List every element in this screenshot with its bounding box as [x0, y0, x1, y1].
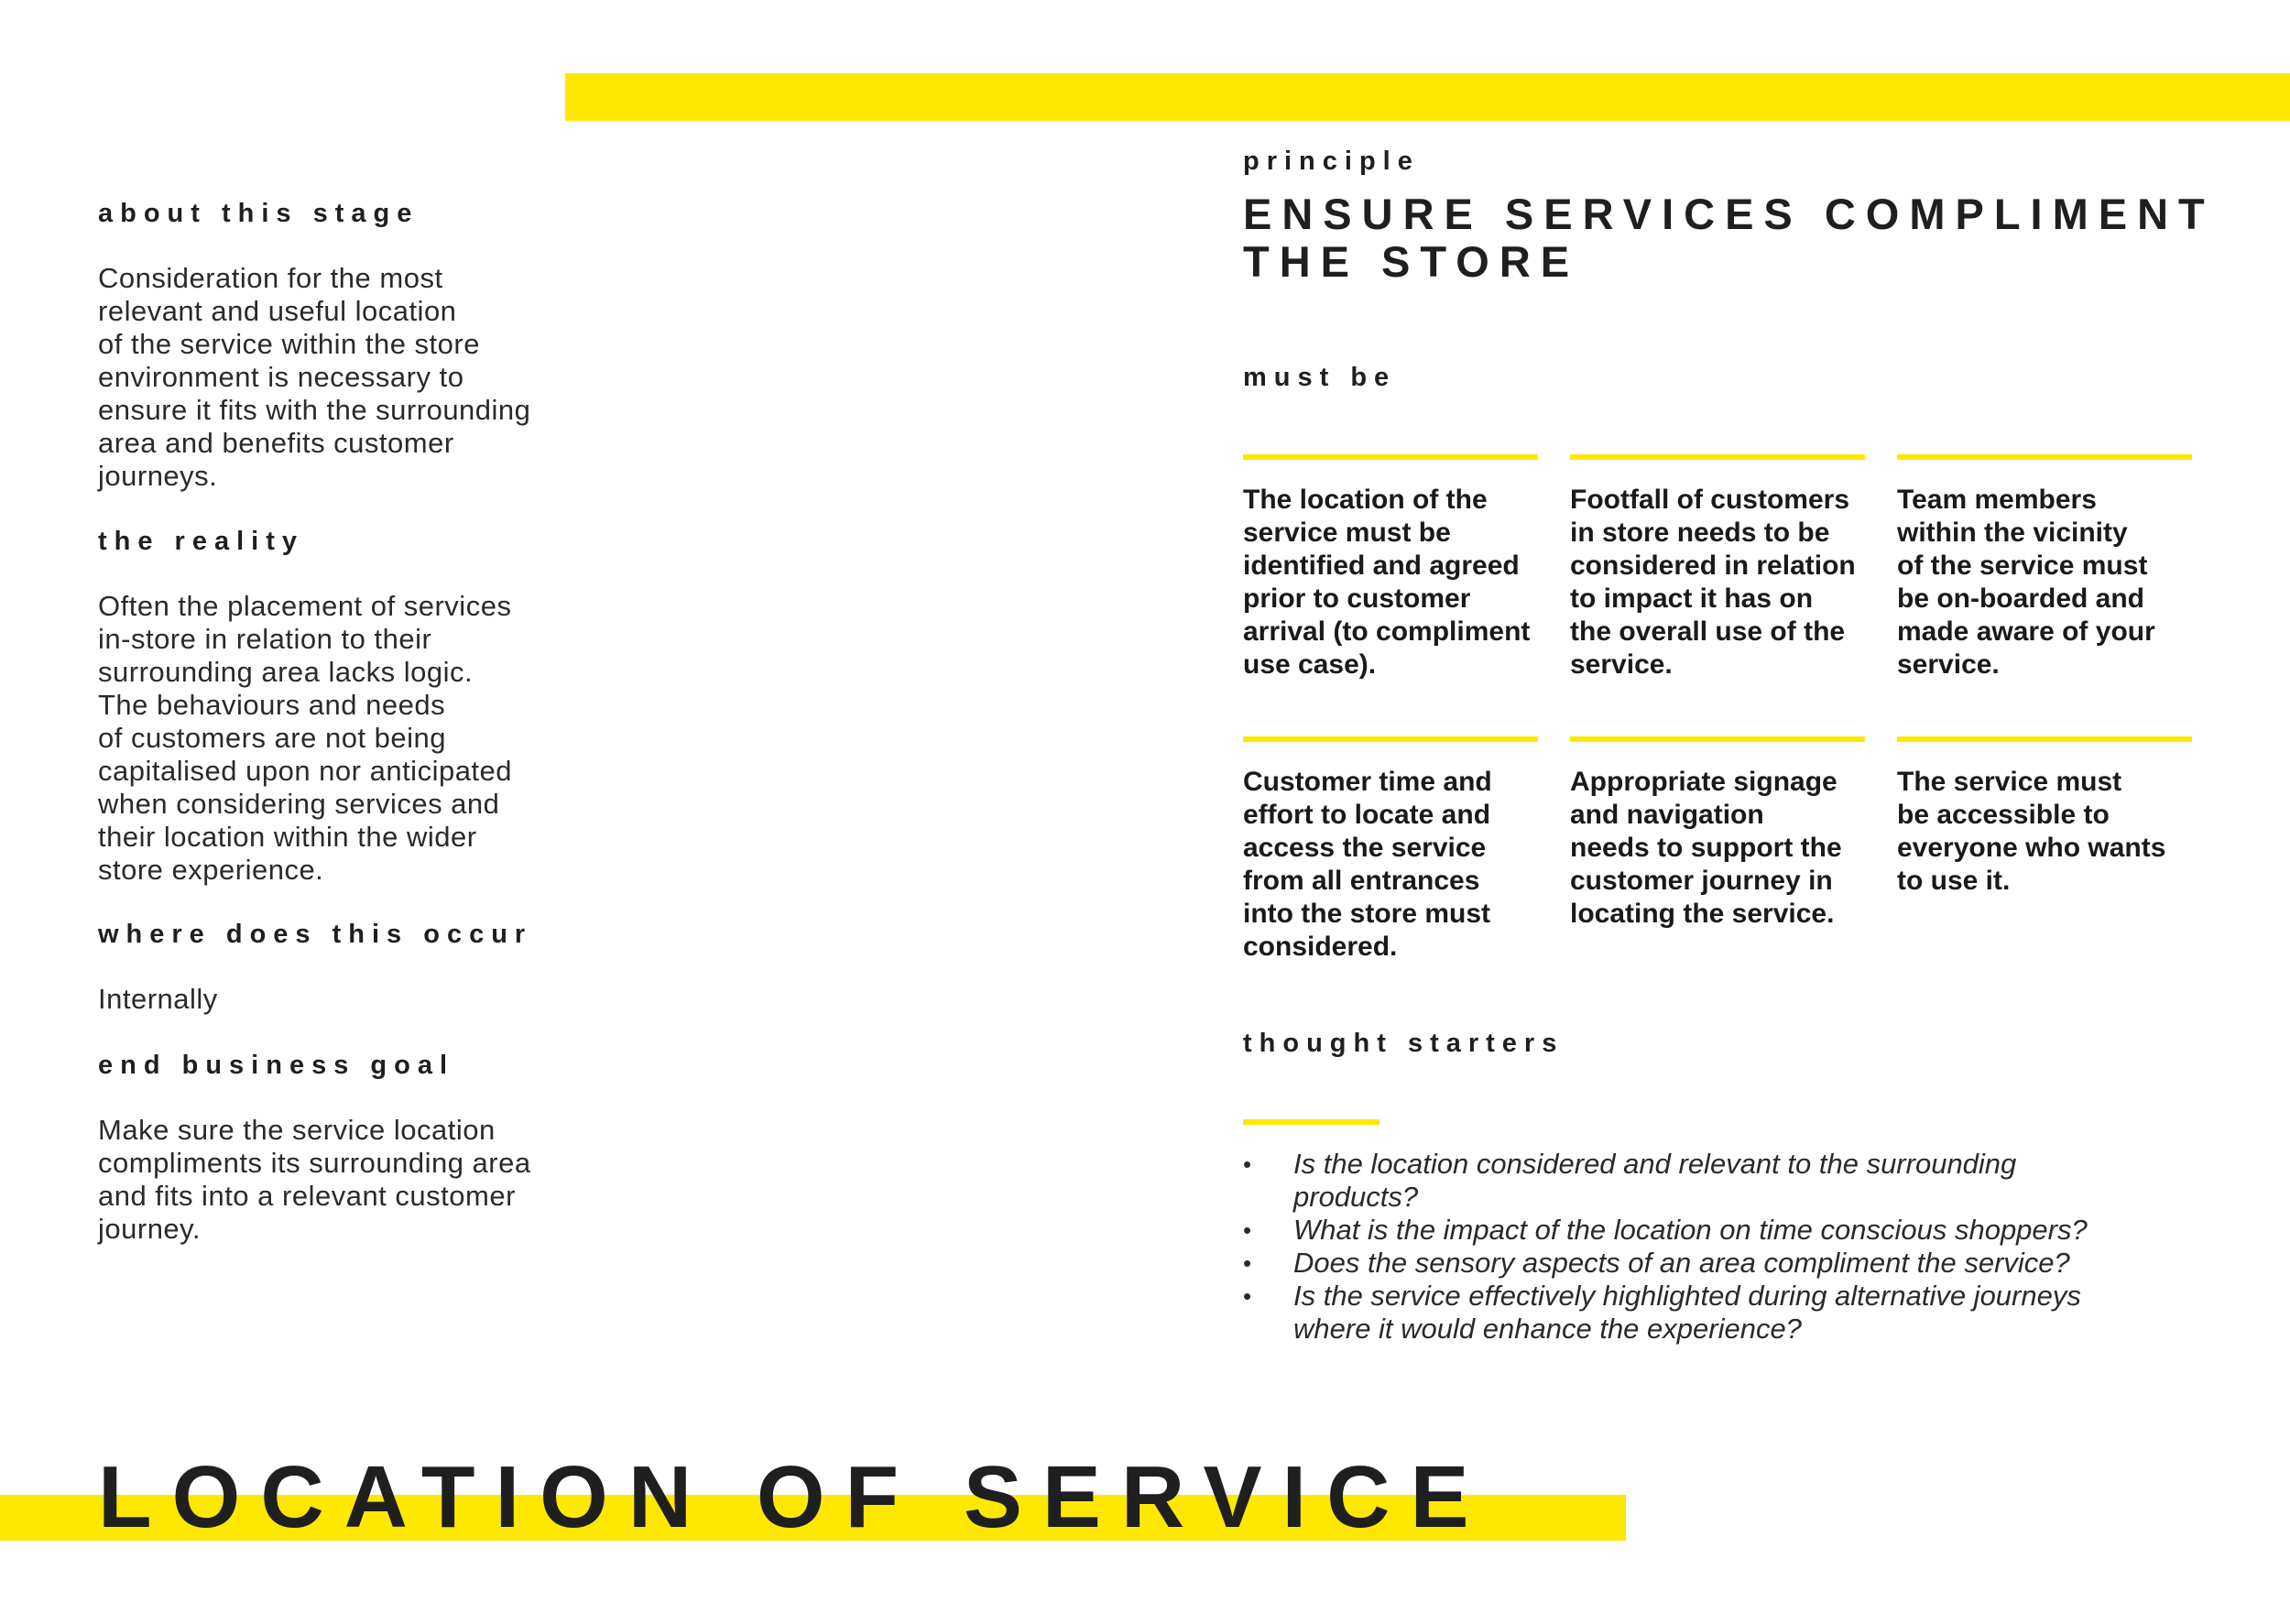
thought-starters-list [1243, 1148, 2251, 1346]
thought-starter-text: Is the service effectively highlighted during alternative journeys where it would enhance the experience? [1293, 1280, 2081, 1345]
must-be-card-1 [1243, 454, 1538, 681]
the-reality-heading: the reality [98, 527, 304, 556]
card-text: The location of the service must be identified and agreed prior to customer arrival (to compliment use case). [1243, 485, 1531, 680]
card-accent-rule [1243, 736, 1538, 742]
end-business-goal-text: Make sure the service location compliments its surrounding area and fits into a relevant customer journey. [98, 1114, 531, 1245]
card-accent-rule [1897, 454, 2192, 460]
bullet-icon: • [1243, 1282, 1252, 1310]
card-accent-rule [1243, 454, 1538, 460]
list-item [1243, 1148, 2251, 1214]
about-this-stage-text: Consideration for the most relevant and useful location of the service within the store environment is necessary to ensure it fits with the surrounding area and benefits customer journeys. [98, 262, 531, 492]
list-item [1243, 1214, 2251, 1247]
must-be-card-6 [1897, 736, 2192, 898]
card-text: Footfall of customers in store needs to be considered in relation to impact it has on the overall use of the service. [1570, 485, 1856, 680]
must-be-card-3 [1897, 454, 2192, 681]
card-text: Team members within the vicinity of the service must be on-boarded and made aware of your service. [1897, 485, 2155, 680]
must-be-card-5 [1570, 736, 1865, 931]
must-be-card-4 [1243, 736, 1538, 964]
principle-title: ENSURE SERVICES COMPLIMENT THE STORE [1243, 190, 2215, 286]
card-accent-rule [1897, 736, 2192, 742]
top-accent-bar [565, 73, 2290, 121]
bullet-icon: • [1243, 1249, 1252, 1277]
card-text: The service must be accessible to everyone who wants to use it. [1897, 767, 2166, 896]
card-accent-rule [1570, 454, 1865, 460]
thought-starters-accent-rule [1243, 1119, 1379, 1125]
card-text: Customer time and effort to locate and access the service from all entrances into the store must considered. [1243, 767, 1492, 962]
thought-starter-text: Is the location considered and relevant to the surrounding products? [1293, 1148, 2017, 1213]
about-this-stage-heading: about this stage [98, 199, 420, 228]
end-business-goal-heading: end business goal [98, 1051, 454, 1080]
list-item [1243, 1280, 2251, 1346]
the-reality-text: Often the placement of services in-store in relation to their surrounding area lacks logic. The behaviours and needs of customers are not being capitalised upon nor anticipated when considering services and their location within the wider store experience. [98, 590, 513, 886]
thought-starters-label: thought starters [1243, 1029, 1565, 1058]
card-accent-rule [1570, 736, 1865, 742]
principle-label: principle [1243, 147, 1420, 176]
must-be-label: must be [1243, 363, 1397, 392]
must-be-card-2 [1570, 454, 1865, 681]
where-does-this-occur-text: Internally [98, 983, 218, 1015]
where-does-this-occur-heading: where does this occur [98, 920, 533, 949]
list-item [1243, 1247, 2251, 1280]
thought-starter-text: What is the impact of the location on time conscious shoppers? [1293, 1214, 2088, 1246]
bullet-icon: • [1243, 1150, 1252, 1178]
card-text: Appropriate signage and navigation needs to support the customer journey in locating the service. [1570, 767, 1842, 929]
thought-starter-text: Does the sensory aspects of an area compliment the service? [1293, 1247, 2070, 1279]
stage-title: LOCATION OF SERVICE [98, 1448, 1489, 1546]
bullet-icon: • [1243, 1216, 1252, 1244]
